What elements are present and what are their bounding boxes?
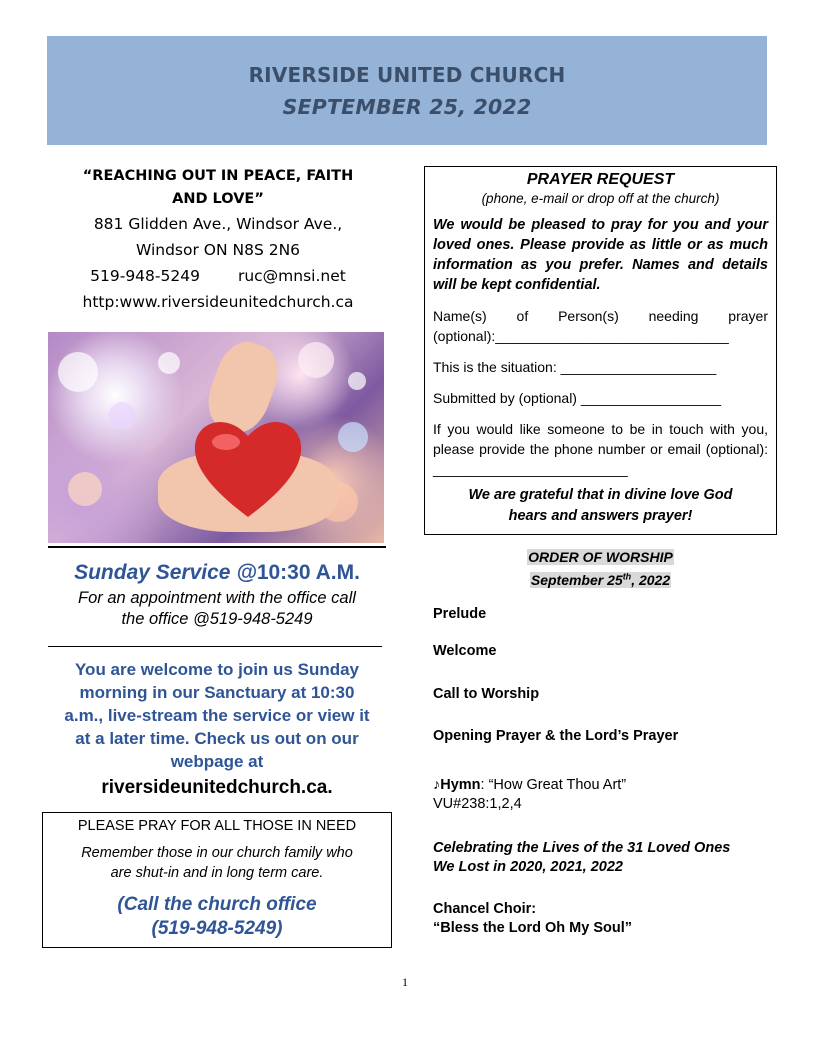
order-of-worship-heading: ORDER OF WORSHIP September 25th, 2022 — [528, 549, 673, 588]
motto-line-2: AND LOVE” — [172, 191, 264, 207]
address-line-1: 881 Glidden Ave., Windsor Ave., — [93, 215, 343, 233]
motto-line-1: “REACHING OUT IN PEACE, FAITH — [82, 168, 354, 184]
bulletin-date: SEPTEMBER 25, 2022 — [282, 95, 532, 119]
prayer-request-form — [424, 166, 777, 535]
sunday-service-block — [48, 561, 386, 630]
prayer-request-closing: We are grateful that in divine love God hears and answers prayer! — [468, 487, 733, 524]
page-number: 1 — [402, 975, 408, 989]
worship-item-opening-prayer: Opening Prayer & the Lord’s Prayer — [433, 728, 679, 744]
divider-middle — [48, 646, 382, 647]
church-name: RIVERSIDE UNITED CHURCH — [248, 63, 566, 87]
address-line-2: Windsor ON N8S 2N6 — [135, 241, 301, 259]
phone-email-row — [48, 263, 388, 289]
situation-field[interactable]: This is the situation: ____________________ — [433, 359, 717, 375]
call-office-text: (Call the church office (519-948-5249) — [117, 894, 317, 939]
worship-item-call: Call to Worship — [433, 686, 540, 702]
appointment-line-2: the office @519-948-5249 — [121, 610, 313, 628]
phone-number: 519-948-5249 — [90, 267, 200, 285]
names-field[interactable]: Name(s) of Person(s) needing prayer (optional):______________________________ — [433, 308, 768, 344]
submitted-by-field[interactable]: Submitted by (optional) __________________ — [433, 390, 722, 406]
worship-item-chancel-choir: Chancel Choir: “Bless the Lord Oh My Soul” — [433, 901, 632, 936]
worship-item-celebrating-lives: Celebrating the Lives of the 31 Loved Ones We Lost in 2020, 2021, 2022 — [433, 840, 731, 875]
church-website[interactable]: riversideunitedchurch.ca. — [101, 777, 333, 798]
prayer-request-intro: We would be pleased to pray for you and your loved ones. Please provide as little or as much information as you prefer. Names and details will be kept confidential. — [433, 217, 768, 293]
prayer-request-title: PRAYER REQUEST — [526, 171, 675, 188]
header-banner — [47, 36, 767, 145]
worship-item-prelude: Prelude — [433, 606, 487, 622]
worship-item-welcome: Welcome — [433, 643, 497, 659]
service-time-heading: Sunday Service @10:30 A.M. — [74, 561, 360, 584]
pray-for-those-in-need-box — [42, 812, 392, 948]
heart-icon — [188, 412, 308, 522]
prayer-request-subtitle: (phone, e-mail or drop off at the church) — [481, 191, 720, 206]
hymn-reference: VU#238:1,2,4 — [433, 796, 522, 812]
appointment-line-1: For an appointment with the office call — [78, 589, 356, 607]
email-address[interactable]: ruc@mnsi.net — [237, 267, 346, 285]
contact-block — [48, 165, 388, 315]
pray-heading: PLEASE PRAY FOR ALL THOSE IN NEED — [77, 818, 357, 834]
divider-top — [48, 546, 386, 548]
heart-in-hands-image — [48, 332, 384, 543]
welcome-message: You are welcome to join us Sunday morning in our Sanctuary at 10:30 a.m., live-stream the service or view it at a later time. Check us out on our webpage at riversideunitedchurch.ca. — [44, 658, 390, 799]
website-link[interactable]: http:www.riversideunitedchurch.ca — [82, 293, 354, 311]
music-note-icon: ♪ — [433, 777, 441, 793]
worship-item-hymn: ♪Hymn: “How Great Thou Art” VU#238:1,2,4 — [433, 777, 627, 812]
pray-text: Remember those in our church family who are shut-in and in long term care. — [81, 845, 353, 881]
contact-field[interactable]: If you would like someone to be in touch with you, please provide the phone number or email (optional): _________________________ — [433, 421, 768, 477]
